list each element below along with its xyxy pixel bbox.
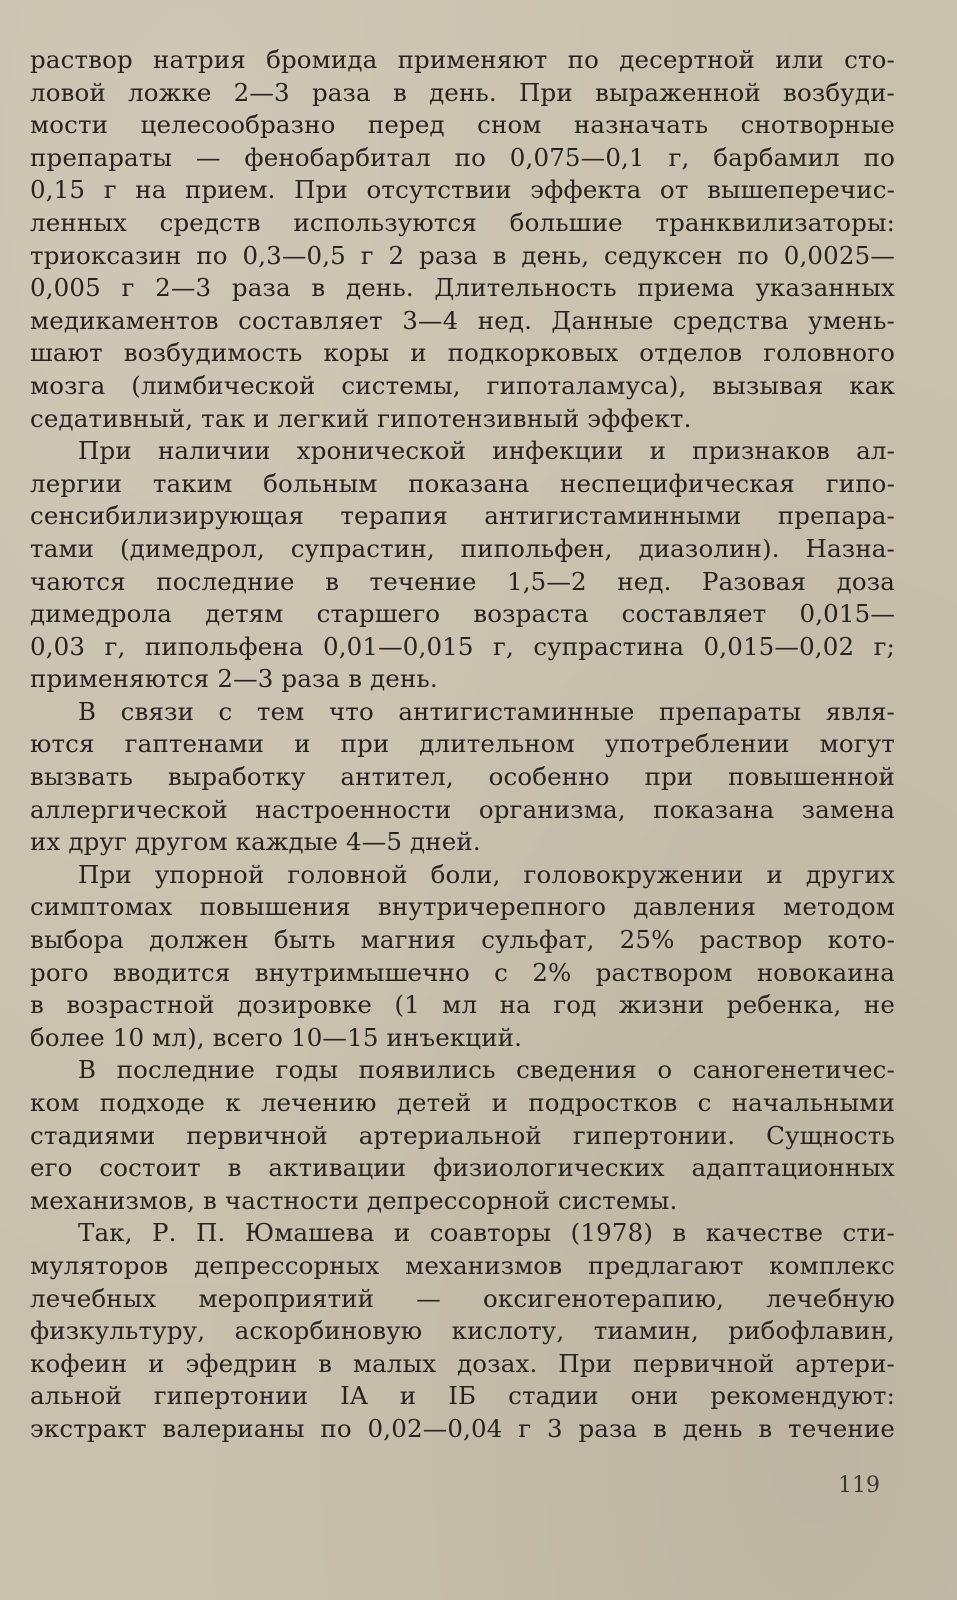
text-line: лечебных мероприятий — оксигенотерапию, лечебную <box>30 1283 895 1313</box>
text-line: механизмов, в частности депрессорной системы. <box>30 1185 678 1215</box>
text-line: симптомах повышения внутричерепного давления методом <box>30 892 895 922</box>
text-line: В связи с тем что антигистаминные препараты явля- <box>78 696 895 726</box>
page-text <box>30 44 895 1446</box>
text-line: альной гипертонии IA и IБ стадии они рекомендуют: <box>30 1381 895 1411</box>
text-line: экстракт валерианы по 0,02—0,04 г 3 раза в день в течение <box>30 1413 895 1443</box>
paragraph-4 <box>30 859 895 1055</box>
text-line: 0,15 г на прием. При отсутствии эффекта от вышеперечис- <box>30 175 895 205</box>
text-line: ются гаптенами и при длительном употреблении могут <box>30 729 895 759</box>
text-line: Так, Р. П. Юмашева и соавторы (1978) в качестве сти- <box>78 1218 895 1248</box>
text-line: раствор натрия бромида применяют по десертной или сто- <box>30 45 895 74</box>
text-line: физкультуру, аскорбиновую кислоту, тиамин, рибофлавин, <box>30 1316 895 1346</box>
text-line: выбора должен быть магния сульфат, 25% раствор кото- <box>30 925 895 955</box>
paragraph-2 <box>30 435 895 696</box>
text-line: мозга (лимбической системы, гипоталамуса), вызывая как <box>30 370 895 400</box>
text-line: применяются 2—3 раза в день. <box>30 664 438 694</box>
paragraph-6 <box>30 1217 895 1445</box>
text-line: В последние годы появились сведения о саногенетичес- <box>78 1055 895 1085</box>
text-line: При наличии хронической инфекции и признаков ал- <box>78 436 895 466</box>
text-line: мости целесообразно перед сном назначать снотворные <box>30 110 895 140</box>
text-line: сенсибилизирующая терапия антигистаминными препара- <box>30 501 895 531</box>
text-line: стадиями первичной артериальной гипертонии. Сущность <box>30 1120 895 1150</box>
text-line: медикаментов составляет 3—4 нед. Данные средства умень- <box>30 305 895 335</box>
text-line: чаются последние в течение 1,5—2 нед. Разовая доза <box>30 566 895 596</box>
text-line: триоксазин по 0,3—0,5 г 2 раза в день, седуксен по 0,0025— <box>30 240 895 270</box>
text-line: димедрола детям старшего возраста составляет 0,015— <box>30 599 895 629</box>
text-line: тами (димедрол, супрастин, пипольфен, диазолин). Назна- <box>30 533 895 563</box>
text-line: в возрастной дозировке (1 мл на год жизни ребенка, не <box>30 990 895 1020</box>
page-number: 119 <box>838 1473 880 1498</box>
text-line: 0,005 г 2—3 раза в день. Длительность приема указанных <box>30 273 895 303</box>
text-line: ловой ложке 2—3 раза в день. При выраженной возбуди- <box>30 77 895 107</box>
text-line: муляторов депрессорных механизмов предлагают комплекс <box>30 1250 895 1280</box>
text-line: ком подходе к лечению детей и подростков с начальными <box>30 1088 895 1117</box>
paragraph-3 <box>30 696 895 859</box>
text-line: 0,03 г, пипольфена 0,01—0,015 г, супрастина 0,015—0,02 г; <box>30 631 895 661</box>
text-line: препараты — фенобарбитал по 0,075—0,1 г, барбамил по <box>30 142 895 172</box>
text-line: более 10 мл), всего 10—15 инъекций. <box>30 1022 523 1052</box>
text-line: лергии таким больным показана неспецифическая гипо- <box>30 468 895 498</box>
text-line: ленных средств используются большие транквилизаторы: <box>30 207 895 237</box>
text-line: кофеин и эфедрин в малых дозах. При первичной артери- <box>30 1348 895 1378</box>
text-line: шают возбудимость коры и подкорковых отделов головного <box>30 338 895 368</box>
paragraph-1 <box>30 44 895 435</box>
text-line: При упорной головной боли, головокружении и других <box>78 859 895 889</box>
text-line: их друг другом каждые 4—5 дней. <box>30 827 481 857</box>
text-line: рого вводится внутримышечно с 2% раствором новокаина <box>30 957 895 987</box>
text-line: седативный, так и легкий гипотензивный эффект. <box>30 403 692 433</box>
paragraph-5 <box>30 1054 895 1217</box>
text-line: аллергической настроенности организма, показана замена <box>30 794 895 824</box>
text-line: вызвать выработку антител, особенно при повышенной <box>30 762 895 792</box>
text-line: его состоит в активации физиологических адаптационных <box>30 1153 895 1183</box>
